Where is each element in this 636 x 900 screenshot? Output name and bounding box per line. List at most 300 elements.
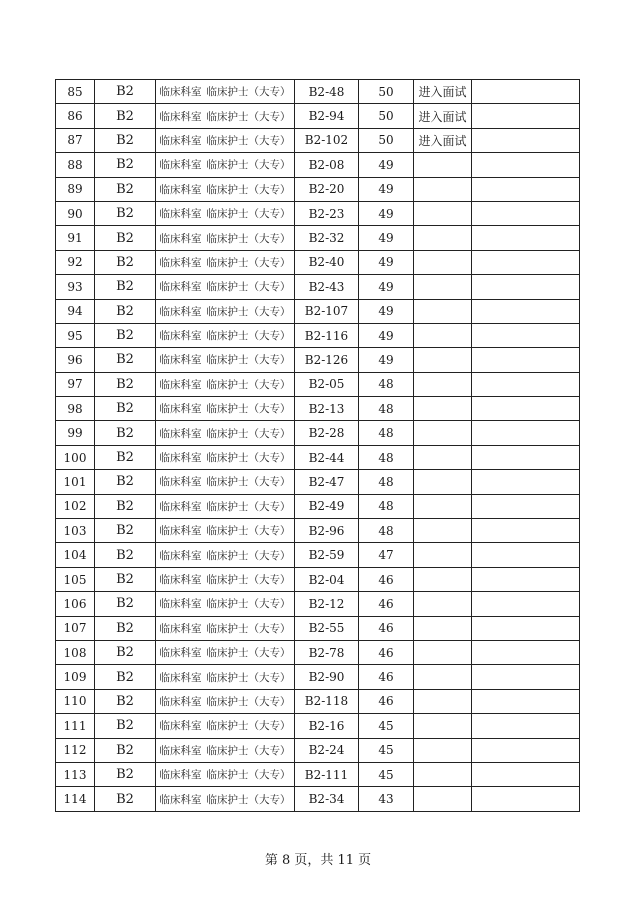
- exam-number-cell: B2-107: [295, 299, 359, 323]
- position-label: 临床护士（大专）: [206, 500, 291, 513]
- blank-cell: [472, 738, 580, 762]
- score-cell: 49: [359, 153, 414, 177]
- blank-cell: [472, 104, 580, 128]
- remark-cell: [414, 323, 472, 347]
- post-code-cell: B2: [95, 275, 156, 299]
- seq-cell: 99: [56, 421, 95, 445]
- score-cell: 46: [359, 665, 414, 689]
- score-cell: 46: [359, 592, 414, 616]
- seq-cell: 101: [56, 470, 95, 494]
- post-cell: [156, 201, 295, 225]
- dept-label: 临床科室: [159, 647, 202, 660]
- seq-cell: 104: [56, 543, 95, 567]
- remark-cell: [414, 372, 472, 396]
- dept-label: 临床科室: [159, 134, 202, 147]
- position-label: 临床护士（大专）: [206, 720, 291, 733]
- exam-number-cell: B2-12: [295, 592, 359, 616]
- remark-cell: [414, 640, 472, 664]
- score-cell: 49: [359, 348, 414, 372]
- score-cell: 45: [359, 738, 414, 762]
- remark-cell: [414, 519, 472, 543]
- post-code-cell: B2: [95, 372, 156, 396]
- score-cell: 49: [359, 323, 414, 347]
- post-code-cell: B2: [95, 153, 156, 177]
- remark-cell: [414, 762, 472, 786]
- remark-cell: [414, 592, 472, 616]
- remark-cell: [414, 470, 472, 494]
- blank-cell: [472, 226, 580, 250]
- exam-number-cell: B2-28: [295, 421, 359, 445]
- post-code-cell: B2: [95, 494, 156, 518]
- remark-cell: [414, 543, 472, 567]
- remark-cell: [414, 567, 472, 591]
- seq-cell: 106: [56, 592, 95, 616]
- dept-label: 临床科室: [159, 330, 202, 343]
- table-row: [56, 762, 580, 786]
- position-label: 临床护士（大专）: [206, 549, 291, 562]
- post-cell: [156, 372, 295, 396]
- remark-cell: [414, 689, 472, 713]
- post-cell: [156, 128, 295, 152]
- post-code-cell: B2: [95, 104, 156, 128]
- blank-cell: [472, 543, 580, 567]
- score-cell: 48: [359, 494, 414, 518]
- seq-cell: 85: [56, 80, 95, 104]
- post-cell: [156, 665, 295, 689]
- dept-label: 临床科室: [159, 744, 202, 757]
- seq-cell: 91: [56, 226, 95, 250]
- table-row: [56, 616, 580, 640]
- seq-cell: 100: [56, 445, 95, 469]
- blank-cell: [472, 445, 580, 469]
- position-label: 临床护士（大专）: [206, 403, 291, 416]
- post-cell: [156, 616, 295, 640]
- results-table-body: [56, 80, 580, 812]
- dept-label: 临床科室: [159, 305, 202, 318]
- seq-cell: 92: [56, 250, 95, 274]
- post-cell: [156, 592, 295, 616]
- blank-cell: [472, 177, 580, 201]
- post-cell: [156, 80, 295, 104]
- blank-cell: [472, 128, 580, 152]
- exam-number-cell: B2-111: [295, 762, 359, 786]
- position-label: 临床护士（大专）: [206, 134, 291, 147]
- dept-label: 临床科室: [159, 793, 202, 806]
- table-row: [56, 397, 580, 421]
- remark-cell: [414, 348, 472, 372]
- blank-cell: [472, 494, 580, 518]
- dept-label: 临床科室: [159, 549, 202, 562]
- results-table: [55, 79, 580, 812]
- seq-cell: 87: [56, 128, 95, 152]
- exam-number-cell: B2-43: [295, 275, 359, 299]
- seq-cell: 109: [56, 665, 95, 689]
- score-cell: 48: [359, 445, 414, 469]
- post-code-cell: B2: [95, 665, 156, 689]
- post-cell: [156, 689, 295, 713]
- score-cell: 49: [359, 250, 414, 274]
- remark-cell: [414, 153, 472, 177]
- position-label: 临床护士（大专）: [206, 695, 291, 708]
- remark-cell: [414, 201, 472, 225]
- score-cell: 49: [359, 299, 414, 323]
- dept-label: 临床科室: [159, 232, 202, 245]
- post-cell: [156, 323, 295, 347]
- table-row: [56, 640, 580, 664]
- post-code-cell: B2: [95, 299, 156, 323]
- dept-label: 临床科室: [159, 354, 202, 367]
- remark-cell: [414, 299, 472, 323]
- position-label: 临床护士（大专）: [206, 647, 291, 660]
- position-label: 临床护士（大专）: [206, 574, 291, 586]
- remark-cell: [414, 665, 472, 689]
- table-row: [56, 201, 580, 225]
- dept-label: 临床科室: [159, 452, 202, 465]
- table-row: [56, 689, 580, 713]
- blank-cell: [472, 153, 580, 177]
- score-cell: 49: [359, 201, 414, 225]
- score-cell: 43: [359, 787, 414, 811]
- score-cell: 50: [359, 80, 414, 104]
- exam-number-cell: B2-49: [295, 494, 359, 518]
- exam-number-cell: B2-44: [295, 445, 359, 469]
- remark-cell: [414, 787, 472, 811]
- score-cell: 49: [359, 275, 414, 299]
- dept-label: 临床科室: [159, 525, 202, 538]
- post-code-cell: B2: [95, 519, 156, 543]
- seq-cell: 93: [56, 275, 95, 299]
- table-row: [56, 177, 580, 201]
- seq-cell: 102: [56, 494, 95, 518]
- post-cell: [156, 787, 295, 811]
- post-code-cell: B2: [95, 689, 156, 713]
- position-label: 临床护士（大专）: [206, 281, 291, 294]
- blank-cell: [472, 519, 580, 543]
- blank-cell: [472, 397, 580, 421]
- table-row: [56, 592, 580, 616]
- dept-label: 临床科室: [159, 256, 202, 269]
- score-cell: 48: [359, 519, 414, 543]
- table-row: [56, 567, 580, 591]
- dept-label: 临床科室: [159, 86, 202, 99]
- post-code-cell: B2: [95, 738, 156, 762]
- exam-number-cell: B2-24: [295, 738, 359, 762]
- post-cell: [156, 348, 295, 372]
- score-cell: 48: [359, 470, 414, 494]
- blank-cell: [472, 372, 580, 396]
- blank-cell: [472, 616, 580, 640]
- exam-number-cell: B2-08: [295, 153, 359, 177]
- position-label: 临床护士（大专）: [206, 232, 291, 245]
- position-label: 临床护士（大专）: [206, 769, 291, 782]
- exam-number-cell: B2-116: [295, 323, 359, 347]
- post-code-cell: B2: [95, 177, 156, 201]
- seq-cell: 112: [56, 738, 95, 762]
- post-cell: [156, 445, 295, 469]
- post-cell: [156, 543, 295, 567]
- seq-cell: 110: [56, 689, 95, 713]
- position-label: 临床护士（大专）: [206, 159, 291, 172]
- exam-number-cell: B2-78: [295, 640, 359, 664]
- table-row: [56, 275, 580, 299]
- score-cell: 45: [359, 714, 414, 738]
- post-code-cell: B2: [95, 616, 156, 640]
- table-row: [56, 470, 580, 494]
- table-row: [56, 153, 580, 177]
- post-cell: [156, 519, 295, 543]
- exam-number-cell: B2-20: [295, 177, 359, 201]
- seq-cell: 98: [56, 397, 95, 421]
- position-label: 临床护士（大专）: [206, 183, 291, 196]
- post-cell: [156, 397, 295, 421]
- seq-cell: 88: [56, 153, 95, 177]
- seq-cell: 114: [56, 787, 95, 811]
- table-row: [56, 494, 580, 518]
- post-cell: [156, 470, 295, 494]
- post-code-cell: B2: [95, 421, 156, 445]
- exam-number-cell: B2-47: [295, 470, 359, 494]
- post-code-cell: B2: [95, 128, 156, 152]
- blank-cell: [472, 275, 580, 299]
- table-row: [56, 543, 580, 567]
- position-label: 临床护士（大专）: [206, 378, 291, 391]
- post-code-cell: B2: [95, 226, 156, 250]
- position-label: 临床护士（大专）: [206, 256, 291, 269]
- table-row: [56, 323, 580, 347]
- blank-cell: [472, 250, 580, 274]
- position-label: 临床护士（大专）: [206, 452, 291, 465]
- table-row: [56, 714, 580, 738]
- dept-label: 临床科室: [159, 769, 202, 782]
- post-code-cell: B2: [95, 250, 156, 274]
- dept-label: 临床科室: [159, 500, 202, 513]
- dept-label: 临床科室: [159, 183, 202, 196]
- post-cell: [156, 226, 295, 250]
- table-row: [56, 445, 580, 469]
- table-row: [56, 372, 580, 396]
- exam-number-cell: B2-102: [295, 128, 359, 152]
- exam-number-cell: B2-90: [295, 665, 359, 689]
- remark-cell: [414, 250, 472, 274]
- post-code-cell: B2: [95, 323, 156, 347]
- dept-label: 临床科室: [159, 598, 202, 611]
- dept-label: 临床科室: [159, 378, 202, 391]
- post-cell: [156, 275, 295, 299]
- position-label: 临床护士（大专）: [206, 476, 291, 489]
- post-cell: [156, 567, 295, 591]
- exam-number-cell: B2-55: [295, 616, 359, 640]
- post-code-cell: B2: [95, 445, 156, 469]
- seq-cell: 90: [56, 201, 95, 225]
- post-code-cell: B2: [95, 80, 156, 104]
- post-code-cell: B2: [95, 714, 156, 738]
- position-label: 临床护士（大专）: [206, 793, 291, 806]
- exam-number-cell: B2-48: [295, 80, 359, 104]
- score-cell: 46: [359, 640, 414, 664]
- remark-cell: [414, 177, 472, 201]
- seq-cell: 96: [56, 348, 95, 372]
- blank-cell: [472, 299, 580, 323]
- position-label: 临床护士（大专）: [206, 671, 291, 684]
- post-code-cell: B2: [95, 543, 156, 567]
- score-cell: 49: [359, 177, 414, 201]
- position-label: 临床护士（大专）: [206, 622, 291, 635]
- blank-cell: [472, 787, 580, 811]
- post-cell: [156, 494, 295, 518]
- remark-cell: [414, 714, 472, 738]
- blank-cell: [472, 592, 580, 616]
- dept-label: 临床科室: [159, 208, 202, 221]
- table-row: [56, 519, 580, 543]
- blank-cell: [472, 714, 580, 738]
- seq-cell: 95: [56, 323, 95, 347]
- dept-label: 临床科室: [159, 281, 202, 294]
- table-row: [56, 80, 580, 104]
- exam-number-cell: B2-23: [295, 201, 359, 225]
- blank-cell: [472, 201, 580, 225]
- exam-number-cell: B2-59: [295, 543, 359, 567]
- exam-number-cell: B2-34: [295, 787, 359, 811]
- seq-cell: 94: [56, 299, 95, 323]
- post-code-cell: B2: [95, 201, 156, 225]
- score-cell: 48: [359, 372, 414, 396]
- exam-number-cell: B2-16: [295, 714, 359, 738]
- post-code-cell: B2: [95, 470, 156, 494]
- post-cell: [156, 153, 295, 177]
- score-cell: 50: [359, 104, 414, 128]
- blank-cell: [472, 348, 580, 372]
- post-code-cell: B2: [95, 348, 156, 372]
- remark-cell: [414, 226, 472, 250]
- remark-cell: [414, 397, 472, 421]
- position-label: 临床护士（大专）: [206, 427, 291, 440]
- table-row: [56, 738, 580, 762]
- position-label: 临床护士（大专）: [206, 744, 291, 757]
- dept-label: 临床科室: [159, 671, 202, 684]
- score-cell: 46: [359, 689, 414, 713]
- post-cell: [156, 250, 295, 274]
- blank-cell: [472, 665, 580, 689]
- score-cell: 50: [359, 128, 414, 152]
- score-cell: 45: [359, 762, 414, 786]
- exam-number-cell: B2-118: [295, 689, 359, 713]
- remark-cell: 进入面试: [414, 104, 472, 128]
- table-row: [56, 665, 580, 689]
- seq-cell: 86: [56, 104, 95, 128]
- position-label: 临床护士（大专）: [206, 110, 291, 123]
- post-cell: [156, 299, 295, 323]
- remark-cell: [414, 275, 472, 299]
- blank-cell: [472, 80, 580, 104]
- seq-cell: 113: [56, 762, 95, 786]
- table-row: [56, 348, 580, 372]
- dept-label: 临床科室: [159, 110, 202, 123]
- blank-cell: [472, 323, 580, 347]
- exam-number-cell: B2-05: [295, 372, 359, 396]
- post-cell: [156, 762, 295, 786]
- exam-number-cell: B2-96: [295, 519, 359, 543]
- position-label: 临床护士（大专）: [206, 525, 291, 538]
- page-footer: 第 8 页，共 11 页: [264, 853, 372, 868]
- remark-cell: [414, 445, 472, 469]
- position-label: 临床护士（大专）: [206, 208, 291, 221]
- score-cell: 49: [359, 226, 414, 250]
- remark-cell: [414, 738, 472, 762]
- exam-number-cell: B2-13: [295, 397, 359, 421]
- post-cell: [156, 421, 295, 445]
- remark-cell: [414, 421, 472, 445]
- seq-cell: 107: [56, 616, 95, 640]
- table-row: [56, 421, 580, 445]
- remark-cell: [414, 616, 472, 640]
- exam-number-cell: B2-94: [295, 104, 359, 128]
- dept-label: 临床科室: [159, 574, 202, 586]
- position-label: 临床护士（大专）: [206, 305, 291, 318]
- score-cell: 48: [359, 421, 414, 445]
- post-code-cell: B2: [95, 567, 156, 591]
- post-cell: [156, 104, 295, 128]
- position-label: 临床护士（大专）: [206, 330, 291, 343]
- seq-cell: 105: [56, 567, 95, 591]
- score-cell: 46: [359, 616, 414, 640]
- score-cell: 48: [359, 397, 414, 421]
- post-cell: [156, 640, 295, 664]
- remark-cell: [414, 494, 472, 518]
- blank-cell: [472, 689, 580, 713]
- post-code-cell: B2: [95, 592, 156, 616]
- post-code-cell: B2: [95, 640, 156, 664]
- table-row: [56, 787, 580, 811]
- score-cell: 47: [359, 543, 414, 567]
- dept-label: 临床科室: [159, 720, 202, 733]
- post-cell: [156, 714, 295, 738]
- seq-cell: 103: [56, 519, 95, 543]
- remark-cell: 进入面试: [414, 128, 472, 152]
- remark-cell: 进入面试: [414, 80, 472, 104]
- exam-number-cell: B2-32: [295, 226, 359, 250]
- post-cell: [156, 177, 295, 201]
- position-label: 临床护士（大专）: [206, 598, 291, 611]
- exam-number-cell: B2-04: [295, 567, 359, 591]
- seq-cell: 89: [56, 177, 95, 201]
- blank-cell: [472, 640, 580, 664]
- seq-cell: 111: [56, 714, 95, 738]
- post-code-cell: B2: [95, 787, 156, 811]
- exam-number-cell: B2-126: [295, 348, 359, 372]
- table-row: [56, 250, 580, 274]
- post-cell: [156, 738, 295, 762]
- dept-label: 临床科室: [159, 476, 202, 489]
- seq-cell: 108: [56, 640, 95, 664]
- blank-cell: [472, 421, 580, 445]
- dept-label: 临床科室: [159, 427, 202, 440]
- table-row: [56, 226, 580, 250]
- score-cell: 46: [359, 567, 414, 591]
- dept-label: 临床科室: [159, 622, 202, 635]
- exam-number-cell: B2-40: [295, 250, 359, 274]
- table-row: [56, 128, 580, 152]
- blank-cell: [472, 470, 580, 494]
- seq-cell: 97: [56, 372, 95, 396]
- position-label: 临床护士（大专）: [206, 354, 291, 367]
- table-row: [56, 104, 580, 128]
- dept-label: 临床科室: [159, 695, 202, 708]
- position-label: 临床护士（大专）: [206, 86, 291, 99]
- table-row: [56, 299, 580, 323]
- post-code-cell: B2: [95, 762, 156, 786]
- blank-cell: [472, 762, 580, 786]
- blank-cell: [472, 567, 580, 591]
